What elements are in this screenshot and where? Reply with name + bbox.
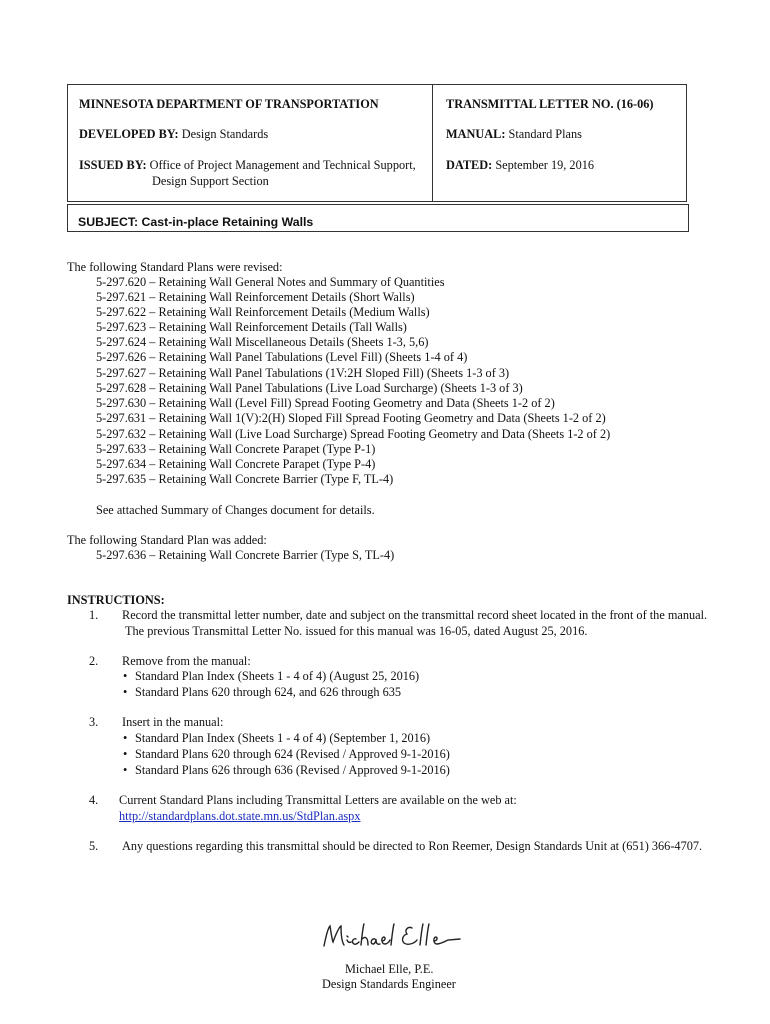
developed-by — [79, 127, 268, 142]
instruction-4: Current Standard Plans including Transmittal Letters are available on the web at: — [119, 793, 517, 807]
issued-by — [79, 158, 416, 173]
instruction-1-line-1: Record the transmittal letter number, date and subject on the transmittal record sheet located in the front of the manual. — [122, 608, 708, 622]
revised-item: 5-297.624 – Retaining Wall Miscellaneous Details (Sheets 1-3, 5,6) — [96, 335, 429, 349]
added-intro: The following Standard Plan was added: — [67, 533, 267, 547]
instruction-2-bullet: • Standard Plans 620 through 624, and 626 through 635 — [135, 685, 401, 700]
header-divider — [432, 85, 433, 201]
manual — [446, 127, 582, 142]
instruction-3-bullet: • Standard Plans 620 through 624 (Revised / Approved 9-1-2016) — [135, 747, 450, 762]
developed-by-value: Design Standards — [181, 127, 269, 141]
subject-text: SUBJECT: Cast-in-place Retaining Walls — [78, 215, 314, 229]
revised-item: 5-297.620 – Retaining Wall General Notes and Summary of Quantities — [96, 275, 445, 289]
issued-by-label: ISSUED BY: — [79, 158, 147, 172]
org-name: MINNESOTA DEPARTMENT OF TRANSPORTATION — [79, 97, 379, 111]
revised-item: 5-297.632 – Retaining Wall (Live Load Surcharge) Spread Footing Geometry and Data (Sheets 1-2 of 2) — [96, 427, 611, 441]
instruction-3-bullet: • Standard Plans 626 through 636 (Revised / Approved 9-1-2016) — [135, 763, 450, 778]
instruction-2-bullet: • Standard Plan Index (Sheets 1 - 4 of 4) (August 25, 2016) — [135, 669, 419, 684]
revised-item: 5-297.633 – Retaining Wall Concrete Parapet (Type P-1) — [96, 442, 376, 456]
instruction-2: Remove from the manual: — [122, 654, 251, 668]
signer-name: Michael Elle, P.E. — [345, 962, 434, 976]
instruction-number: 3. — [89, 715, 99, 729]
revised-item: 5-297.635 – Retaining Wall Concrete Barrier (Type F, TL-4) — [96, 472, 394, 486]
revised-item: 5-297.631 – Retaining Wall 1(V):2(H) Sloped Fill Spread Footing Geometry and Data (Sheets 1-2 of 2) — [96, 411, 606, 425]
signer-title: Design Standards Engineer — [322, 977, 456, 991]
manual-label: MANUAL: — [446, 127, 506, 141]
instructions-heading: INSTRUCTIONS: — [67, 593, 165, 607]
added-item: 5-297.636 – Retaining Wall Concrete Barrier (Type S, TL-4) — [96, 548, 395, 562]
web-link-line — [119, 809, 360, 824]
instruction-number: 5. — [89, 839, 99, 853]
dated-value: September 19, 2016 — [495, 158, 595, 172]
subject-box — [67, 204, 689, 232]
revised-item: 5-297.628 – Retaining Wall Panel Tabulations (Live Load Surcharge) (Sheets 1-3 of 3) — [96, 381, 523, 395]
revised-item: 5-297.626 – Retaining Wall Panel Tabulations (Level Fill) (Sheets 1-4 of 4) — [96, 350, 468, 364]
revised-item: 5-297.634 – Retaining Wall Concrete Parapet (Type P-4) — [96, 457, 376, 471]
instruction-3-bullet: • Standard Plan Index (Sheets 1 - 4 of 4) (September 1, 2016) — [135, 731, 430, 746]
revised-note: See attached Summary of Changes document for details. — [96, 503, 375, 517]
developed-by-label: DEVELOPED BY: — [79, 127, 179, 141]
instruction-3: Insert in the manual: — [122, 715, 224, 729]
revised-intro: The following Standard Plans were revised: — [67, 260, 283, 274]
instruction-1-line-2: The previous Transmittal Letter No. issued for this manual was 16-05, dated August 25, 2016. — [125, 624, 588, 638]
handwritten-signature — [320, 918, 470, 954]
revised-item: 5-297.630 – Retaining Wall (Level Fill) Spread Footing Geometry and Data (Sheets 1-2 of 2) — [96, 396, 555, 410]
revised-item: 5-297.621 – Retaining Wall Reinforcement Details (Short Walls) — [96, 290, 415, 304]
standard-plans-link[interactable]: http://standardplans.dot.state.mn.us/StdPlan.aspx — [119, 809, 361, 823]
instruction-number: 1. — [89, 608, 99, 622]
letter-number: TRANSMITTAL LETTER NO. (16-06) — [446, 97, 654, 111]
instruction-number: 4. — [89, 793, 99, 807]
revised-item: 5-297.622 – Retaining Wall Reinforcement Details (Medium Walls) — [96, 305, 430, 319]
manual-value: Standard Plans — [508, 127, 582, 141]
instruction-number: 2. — [89, 654, 99, 668]
issued-by-value-1: Office of Project Management and Technical Support, — [149, 158, 416, 172]
dated-label: DATED: — [446, 158, 493, 172]
issued-by-value-2: Design Support Section — [152, 174, 269, 188]
header-box — [67, 84, 687, 202]
instruction-5: Any questions regarding this transmittal should be directed to Ron Reemer, Design Standards Unit at (651) 366-4707. — [122, 839, 703, 853]
dated — [446, 158, 594, 173]
revised-item: 5-297.627 – Retaining Wall Panel Tabulations (1V:2H Sloped Fill) (Sheets 1-3 of 3) — [96, 366, 510, 380]
revised-item: 5-297.623 – Retaining Wall Reinforcement Details (Tall Walls) — [96, 320, 407, 334]
